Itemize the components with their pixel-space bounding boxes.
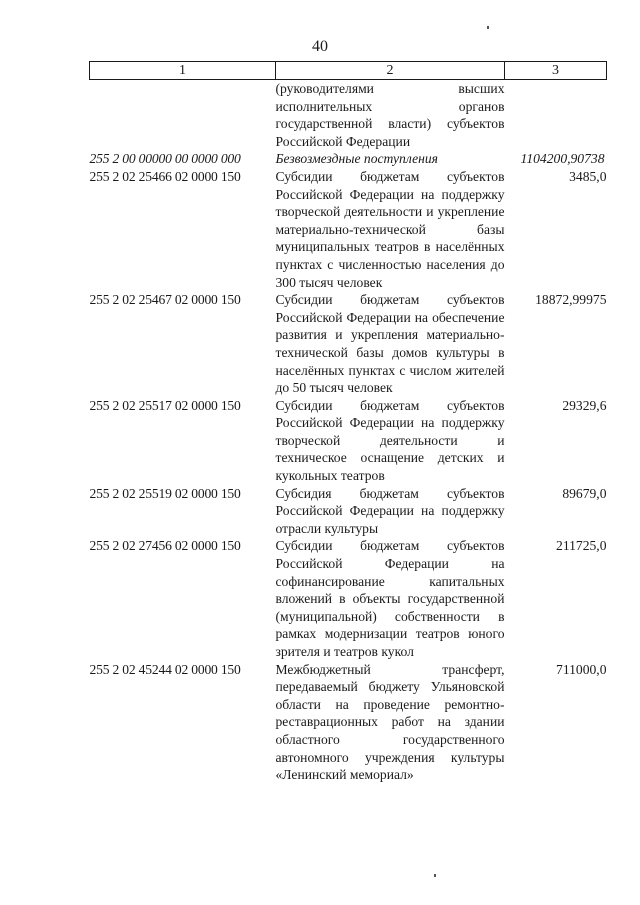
revenue-description: Межбюджетный трансферт, передаваемый бюджету Ульяновской области на проведение ремонтно-реставрационных работ на здании областного государственного автономного учреждения культуры «Ленинский мемориал» [275, 661, 505, 783]
header-column-2: 2 [276, 62, 505, 80]
budget-classification-code: 255 2 02 25466 02 0000 150 [89, 168, 241, 184]
budget-classification-code: 255 2 02 27456 02 0000 150 [89, 538, 241, 554]
amount-value: 1104200,90738 [520, 151, 605, 167]
amount-value: 29329,6 [562, 397, 607, 413]
table-row [90, 291, 607, 397]
budget-classification-code: 255 2 02 25467 02 0000 150 [89, 292, 241, 308]
revenue-description: Субсидия бюджетам субъектов Российской Федерации на поддержку отрасли культуры [275, 485, 505, 536]
table-row [90, 150, 607, 168]
table-header-row [90, 62, 607, 80]
header-column-3: 3 [505, 62, 607, 80]
table-row [90, 661, 607, 784]
scan-speck [434, 874, 436, 877]
budget-classification-code: 255 2 02 25519 02 0000 150 [89, 485, 241, 501]
revenue-description: Субсидии бюджетам субъектов Российской Федерации на поддержку творческой деятельности и укрепление материально-технической базы муниципальных театров в населённых пунктах с численностью населения до 300 тысяч человек [275, 168, 505, 290]
revenue-description: Безвозмездные поступления [275, 151, 438, 167]
revenue-description: Субсидии бюджетам субъектов Российской Федерации на обеспечение развития и укрепления материально-технической базы домов культуры в населённых пунктах с числом жителей до 50 тысяч человек [275, 292, 505, 396]
budget-classification-code: 255 2 00 00000 00 0000 000 [89, 151, 241, 167]
amount-value [505, 80, 607, 151]
revenue-description: Субсидии бюджетам субъектов Российской Федерации на поддержку творческой деятельности и техническое оснащение детских и кукольных театров [275, 397, 505, 484]
amount-value: 211725,0 [556, 538, 607, 554]
header-column-1: 1 [90, 62, 276, 80]
table-row [90, 485, 607, 538]
table-row [90, 168, 607, 291]
budget-classification-code: 255 2 02 45244 02 0000 150 [89, 661, 241, 677]
revenue-description: (руководителями высших исполнительных органов государственной власти) субъектов Российской Федерации [275, 81, 505, 149]
amount-value: 3485,0 [569, 168, 607, 184]
page-number: 40 [312, 38, 328, 55]
table-row [90, 537, 607, 660]
revenue-description: Субсидии бюджетам субъектов Российской Федерации на софинансирование капитальных вложений в объекты государственной (муниципальной) собственности в рамках модернизации театров юного зрителя и театров кукол [275, 538, 505, 659]
budget-classification-code: 255 2 02 25517 02 0000 150 [89, 397, 241, 413]
table-row [90, 397, 607, 485]
scan-speck [487, 26, 489, 29]
table-row [90, 80, 607, 151]
amount-value: 18872,99975 [535, 292, 607, 308]
amount-value: 89679,0 [562, 485, 607, 501]
amount-value: 711000,0 [556, 661, 607, 677]
budget-classification-code [90, 80, 276, 151]
budget-table [89, 61, 607, 784]
